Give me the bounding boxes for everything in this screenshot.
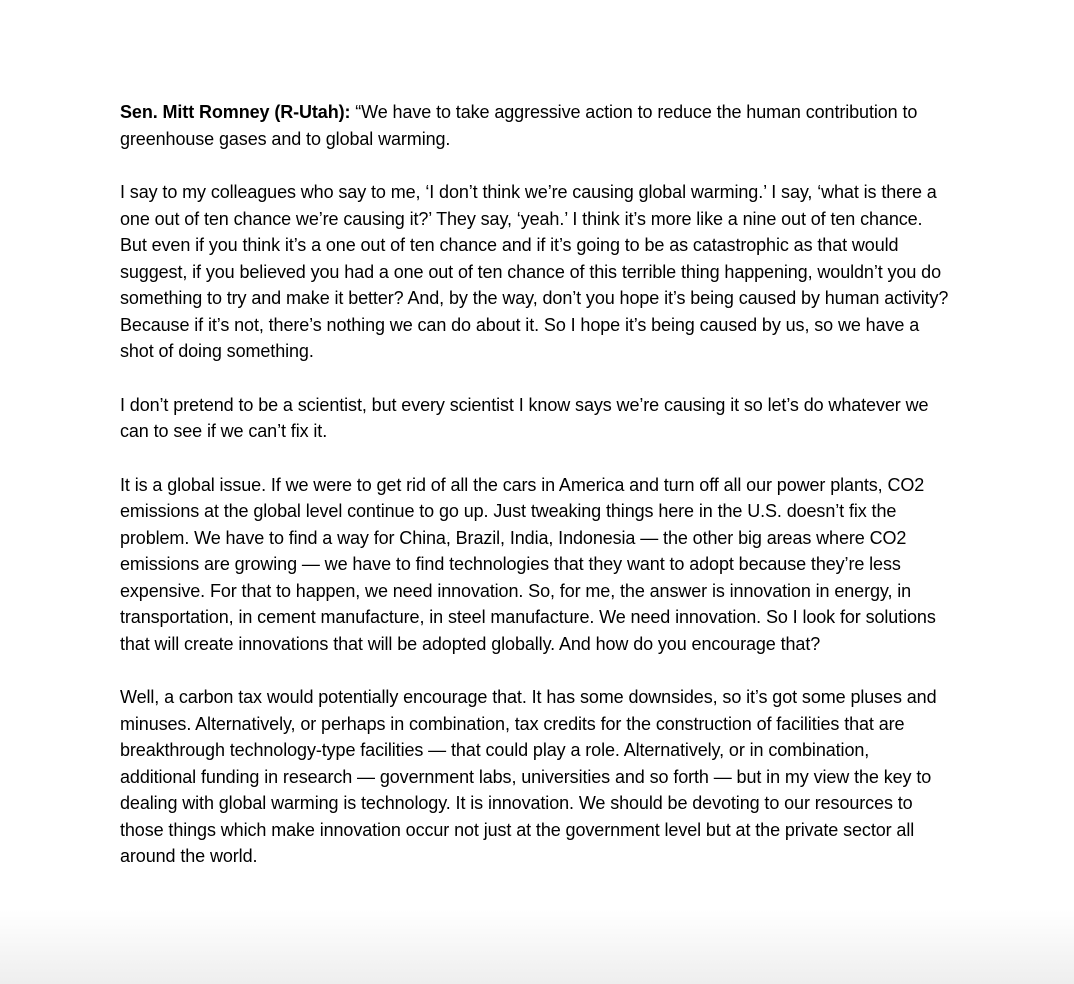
paragraph-1 [120,99,950,152]
paragraph-4: It is a global issue. If we were to get rid of all the cars in America and turn off all our power plants, CO2 emissions at the global level continue to go up. Just tweaking things here in the U.S. doesn’t fix the problem. We have to find a way for China, Brazil, India, Indonesia — the other big areas where CO2 emissions are growing — we have to find technologies that they want to adopt because they’re less expensive. For that to happen, we need innovation. So, for me, the answer is innovation in energy, in transportation, in cement manufacture, in steel manufacture. We need innovation. So I look for solutions that will create innovations that will be adopted globally. And how do you encourage that? [120,474,936,654]
document-body [120,99,950,897]
paragraph-2: I say to my colleagues who say to me, ‘I don’t think we’re causing global warming.’ I say, ‘what is there a one out of ten chance we’re causing it?’ They say, ‘yeah.’ I think it’s more like a nine out of ten chance. But even if you think it’s a one out of ten chance and if it’s going to be as catastrophic as that would suggest, if you believed you had a one out of ten chance of this terrible thing happening, wouldn’t you do something to try and make it better? And, by the way, don’t you hope it’s being caused by human activity? Because if it’s not, there’s nothing we can do about it. So I hope it’s being caused by us, so we have a shot of doing something. [120,182,949,361]
speaker-name: Sen. Mitt Romney (R-Utah): [120,102,351,122]
paragraph-1-text: “We have to take aggressive action to reduce the human contribution to greenhouse gases and to global warming. [120,102,918,149]
paragraph-3: I don’t pretend to be a scientist, but every scientist I know says we’re causing it so let’s do whatever we can to see if we can’t fix it. [120,394,929,441]
bottom-shadow [0,910,1074,984]
paragraph-5: Well, a carbon tax would potentially encourage that. It has some downsides, so it’s got some pluses and minuses. Alternatively, or perhaps in combination, tax credits for the construction of facilities that are breakthrough technology-type facilities — that could play a role. Alternatively, or in combination, additional funding in research — government labs, universities and so forth — but in my view the key to dealing with global warming is technology. It is innovation. We should be devoting to our resources to those things which make innovation occur not just at the government level but at the private sector all around the world. [120,687,937,866]
